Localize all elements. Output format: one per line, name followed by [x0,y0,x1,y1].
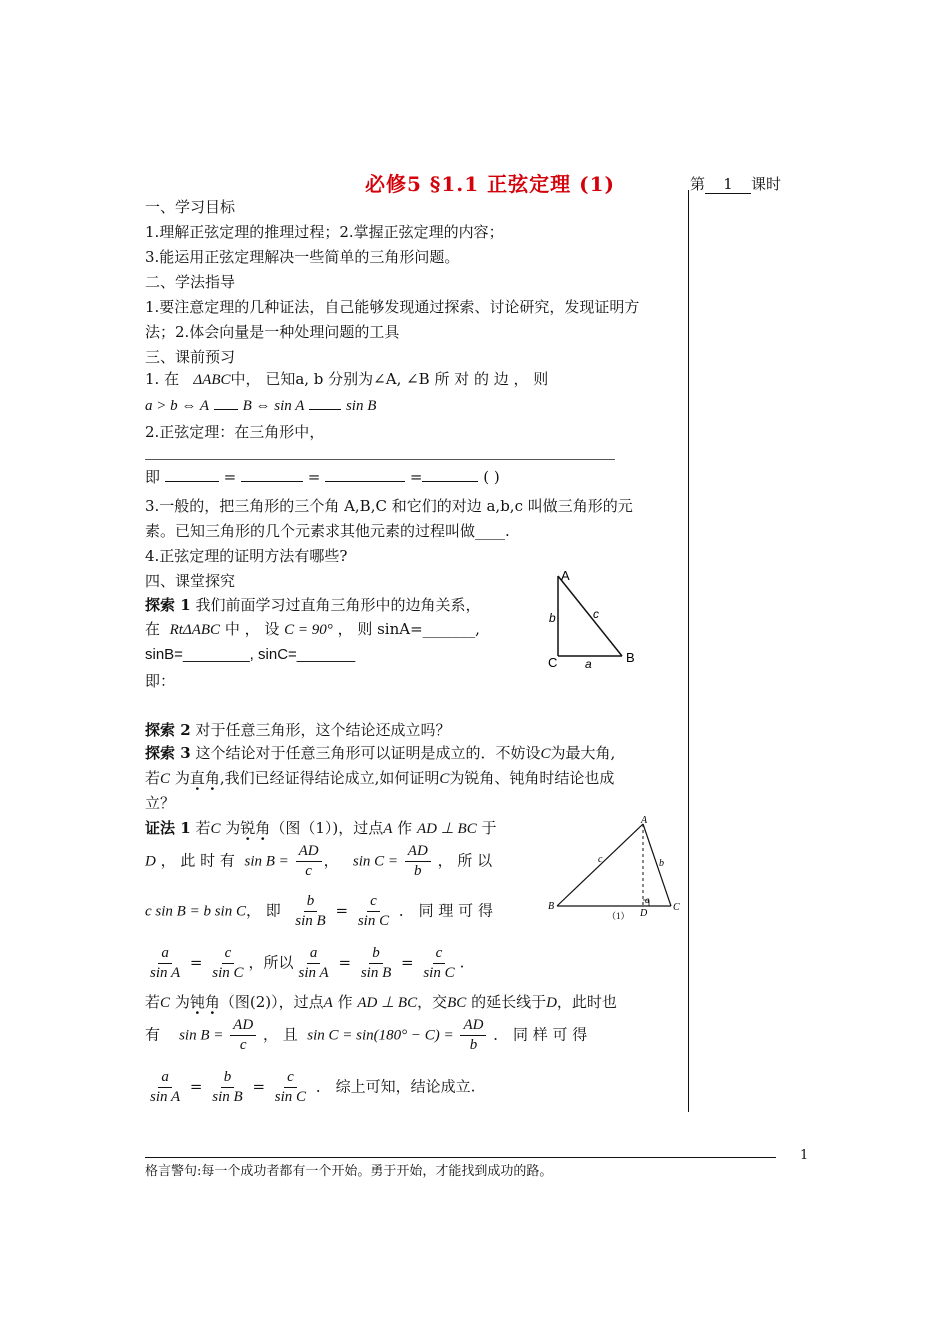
proof-1-line3: c sin B = b sin C， 即 $\frac{b}{\text{sin B}}$ = $\frac{c}{\text{sin C}}$ ． 同 理 可 得 [145,893,493,929]
section-heading-explore: 四、课堂探究 [145,572,236,590]
answer-blank[interactable] [422,467,478,482]
side-label-b: b [549,611,556,625]
explore-1-line4: 即： [145,672,176,690]
lesson-label [690,173,781,194]
foot-label-d: D [640,908,648,919]
section-heading-goals: 一、学习目标 [145,198,236,216]
side-label-a: a [585,657,592,670]
fraction: $\frac{AD}{b}$ [460,1016,486,1055]
explore-3-line1: 探索 3 这个结论对于任意三角形可以证明是成立的．不妨设C为最大角, [145,744,616,762]
fraction: $\frac{a}{\text{sin A}}$ [150,945,181,981]
footer-quote: 格言警句:每一个成功者都有一个开始。勇于开始，才能找到成功的路。 [145,1164,553,1179]
footer-divider [145,1157,776,1158]
vertex-label-b: B [548,901,555,912]
vertex-label-c: C [548,655,558,670]
vertex-label-b: B [626,650,635,665]
side-label-c: c [593,607,599,621]
proof-2-line1: 若C 为钝角（图(2)），过点A 作 AD ⊥ BC，交BC 的延长线于D，此时也 [145,993,617,1011]
fraction: $\frac{AD}{c}$ [296,842,322,881]
acute-triangle-figure [545,812,685,922]
page-title: 必修5 §1.1 正弦定理 (1) [365,172,615,196]
fraction: $\frac{a}{\text{sin A}}$ [298,945,329,981]
fraction: $\frac{b}{\text{sin B}}$ [212,1069,243,1105]
answer-blank[interactable] [214,395,238,410]
fraction: $\frac{AD}{c}$ [230,1016,256,1055]
fraction: $\frac{c}{\text{sin C}}$ [212,945,244,981]
preview-q2-formula: 即 = = = ( ) [145,468,500,486]
fraction: $\frac{c}{\text{sin C}}$ [274,1069,307,1105]
answer-blank[interactable] [165,467,219,482]
vertex-label-c: C [673,902,680,913]
fraction: $\frac{b}{\text{sin B}}$ [360,945,392,981]
side-label-a: a [645,895,650,905]
lesson-suffix: 课时 [751,175,782,193]
explore-1-line1: 探索 1 我们前面学习过直角三角形中的边角关系， [145,596,481,614]
proof-2-line3: $\frac{a}{\text{sin A}}$ = $\frac{b}{\text{sin B}}$ = $\frac{c}{\text{sin C}}$ ． 综上可知，结论成立. [145,1068,683,1107]
method-line-1: 1.要注意定理的几种证法，自己能够发现通过探索、讨论研究，发现证明方 [145,298,640,316]
page-number: 1 [800,1148,809,1163]
fraction: $\frac{b}{\text{sin B}}$ [295,893,326,929]
section-heading-preview: 三、课前预习 [145,348,236,366]
side-label-b: b [659,858,664,869]
vertex-label-a: A [641,815,648,826]
preview-q3-line2: 素。已知三角形的几个元素求其他元素的过程叫做____. [145,522,510,540]
explore-1-line2: 在 RtΔABC 中 ， 设 C = 90° ， 则 sinA=_______, [145,620,480,638]
side-label-c: c [598,854,603,865]
explore-3-line3: 立？ [145,794,176,812]
preview-q2: 2.正弦定理：在三角形中， [145,423,325,441]
right-triangle-figure [540,566,650,670]
proof-2-line2: 有 sin B = $\frac{AD}{c}$ ， 且 sin C = sin(180° − C) = $\frac{AD}{b}$ ． 同 样 可 得 [145,1017,588,1053]
explore-1-line3: sinB=________, sinC=_______ [145,646,356,663]
goal-item-1: 1.理解正弦定理的推理过程；2.掌握正弦定理的内容； [145,223,504,241]
goal-item-2: 3.能运用正弦定理解决一些简单的三角形问题。 [145,248,460,266]
answer-line[interactable] [145,459,615,460]
answer-blank[interactable] [309,395,341,410]
lesson-number: 1 [705,175,751,194]
proof-1-line4: $\frac{a}{\text{sin A}}$ = $\frac{c}{\text{sin C}}$ ，所以 $\frac{a}{\text{sin A}}$ = $\frac{b}{\text{sin B}}$ = $\frac{c}{\text{sin C}}$ . [145,944,683,983]
proof-1-line1: 证法 1 若C 为锐角（图（1）)，过点A 作 AD ⊥ BC 于 [145,819,497,837]
fraction: $\frac{AD}{b}$ [405,842,431,881]
preview-q1-line1: 1. 在 ΔABC中， 已知a, b 分别为∠A, ∠B 所 对 的 边 ， 则 [145,370,549,388]
explore-3-line2: 若C 为直角,我们已经证得结论成立,如何证明C为锐角、钝角时结论也成 [145,769,615,787]
figure-caption: （1） [607,911,630,921]
preview-q3-line1: 3.一般的，把三角形的三个角 A,B,C 和它们的对边 a,b,c 叫做三角形的元 [145,497,633,515]
fraction: $\frac{c}{\text{sin C}}$ [357,893,390,929]
explore-2: 探索 2 对于任意三角形，这个结论还成立吗？ [145,721,451,739]
answer-blank[interactable] [241,467,303,482]
answer-blank[interactable] [325,467,405,482]
margin-divider [688,190,689,1112]
lesson-prefix: 第 [690,175,706,193]
fraction: $\frac{a}{\text{sin A}}$ [150,1069,181,1105]
method-line-2: 法；2.体会向量是一种处理问题的工具 [145,323,400,341]
proof-1-line2: D ， 此 时 有 sin B = $\frac{AD}{c}$ ， sin C = $\frac{AD}{b}$ ， 所 以 [145,843,493,879]
preview-q4: 4.正弦定理的证明方法有哪些? [145,547,348,565]
vertex-label-a: A [561,568,570,583]
preview-q1-line2: a > b ⇔ A B ⇔ sin A sin B [145,395,683,415]
fraction: $\frac{c}{\text{sin C}}$ [423,945,455,981]
section-heading-method: 二、学法指导 [145,273,236,291]
